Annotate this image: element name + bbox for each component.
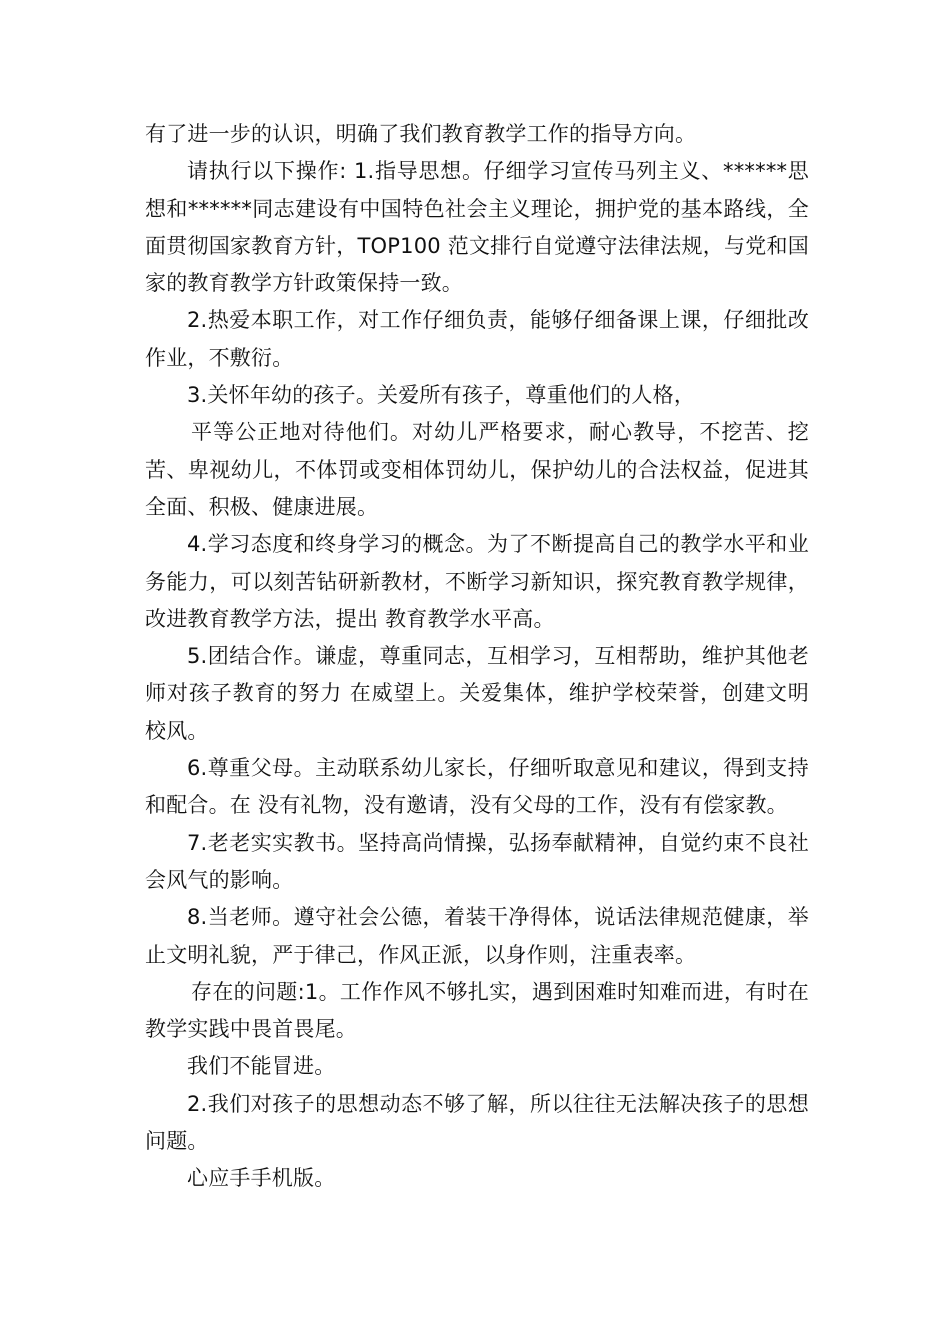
paragraph-understanding: 2.我们对孩子的思想动态不够了解，所以往往无法解决孩子的思想问题。 xyxy=(145,1091,809,1154)
document-body xyxy=(145,116,809,1198)
paragraph-mobile-version: 心应手手机版。 xyxy=(187,1166,336,1191)
paragraph-no-rush: 我们不能冒进。 xyxy=(187,1054,336,1079)
paragraph-love-work: 2.热爱本职工作，对工作仔细负责，能够仔细备课上课，仔细批改作业，不敷衍。 xyxy=(145,308,809,370)
paragraph-be-teacher: 8.当老师。遵守社会公德，着装干净得体，说话法律规范健康，举止文明礼貌，严于律己，作风正派，以身作则，注重表率。 xyxy=(145,905,809,967)
paragraph-teamwork: 5.团结合作。谦虚，尊重同志，互相学习，互相帮助，维护其他老师对孩子教育的努力 在威望上。关爱集体，维护学校荣誉，创建文明校风。 xyxy=(145,644,809,743)
paragraph-equal-treatment: 平等公正地对待他们。对幼儿严格要求，耐心教导，不挖苦、挖苦、卑视幼儿，不体罚或变相体罚幼儿，保护幼儿的合法权益，促进其全面、积极、健康进展。 xyxy=(145,420,809,519)
paragraph-guiding-thought: 请执行以下操作: 1.指导思想。仔细学习宣传马列主义、******思想和******同志建设有中国特色社会主义理论，拥护党的基本路线，全面贯彻国家教育方针，TOP100 范文排行自觉遵守法律法规，与党和国家的教育教学方针政策保持一致。 xyxy=(145,159,809,296)
paragraph-respect-parents: 6.尊重父母。主动联系幼儿家长，仔细听取意见和建议，得到支持和配合。在 没有礼物，没有邀请，没有父母的工作，没有有偿家教。 xyxy=(145,756,809,818)
paragraph-problems: 存在的问题:1。工作作风不够扎实，遇到困难时知难而进，有时在教学实践中畏首畏尾。 xyxy=(145,979,809,1042)
paragraph-care-children: 3.关怀年幼的孩子。关爱所有孩子，尊重他们的人格， xyxy=(187,383,696,408)
paragraph-continuation: 有了进一步的认识，明确了我们教育教学工作的指导方向。 xyxy=(145,122,697,146)
paragraph-honest-teaching: 7.老老实实教书。坚持高尚情操，弘扬奉献精神，自觉约束不良社会风气的影响。 xyxy=(145,830,809,892)
paragraph-lifelong-learning: 4.学习态度和终身学习的概念。为了不断提高自己的教学水平和业务能力，可以刻苦钻研新教材，不断学习新知识，探究教育教学规律，改进教育教学方法，提出 教育教学水平高。 xyxy=(145,532,809,631)
